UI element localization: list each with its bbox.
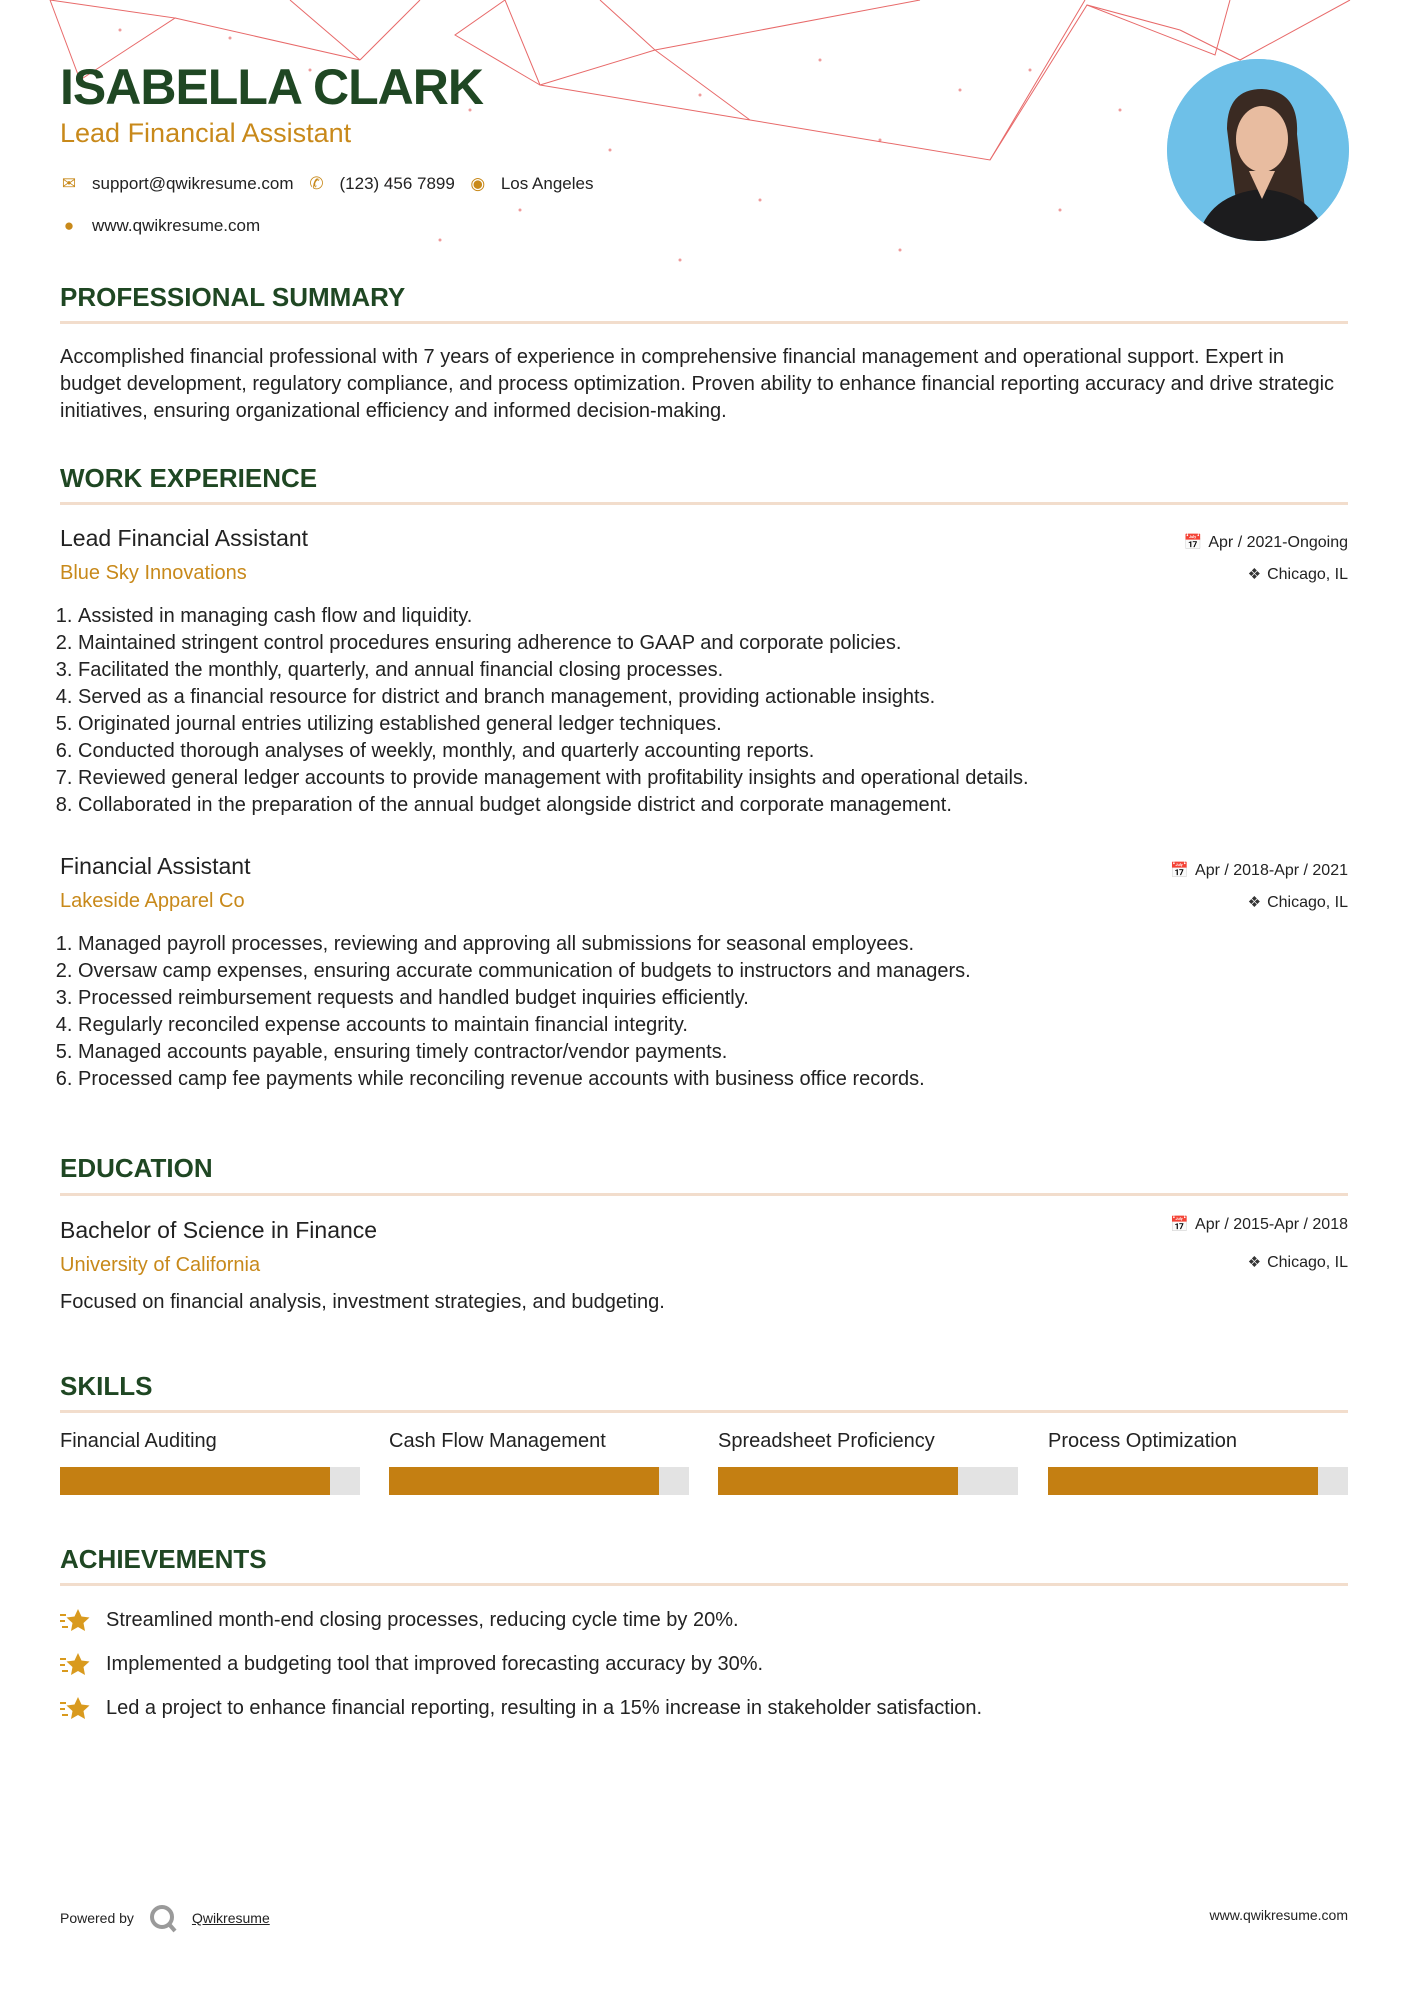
list-item: 8. Collaborated in the preparation of the annual budget alongside district and corporate management. — [78, 792, 1358, 819]
pin-icon: ❖ — [1247, 1254, 1262, 1271]
list-item: 6. Processed camp fee payments while reconciling revenue accounts with business office records. — [78, 1066, 1358, 1093]
qwikresume-link[interactable]: Qwikresume — [191, 1910, 270, 1926]
globe-icon: ● — [63, 216, 75, 235]
skills-divider — [60, 1410, 1348, 1413]
pin-icon: ❖ — [1247, 894, 1262, 911]
pin-icon: ❖ — [1247, 566, 1262, 583]
profile-photo — [1167, 59, 1349, 241]
list-item: 1. Managed payroll processes, reviewing and approving all submissions for seasonal employees. — [78, 931, 1358, 958]
job-2-location — [1248, 893, 1348, 912]
list-item: 3. Facilitated the monthly, quarterly, and annual financial closing processes. — [78, 657, 1358, 684]
star-award-icon — [60, 1606, 92, 1634]
experience-divider — [60, 502, 1348, 505]
achievement-3-text: Led a project to enhance financial reporting, resulting in a 15% increase in stakeholder satisfaction. — [106, 1696, 983, 1719]
website-item[interactable] — [60, 216, 260, 236]
star-award-icon — [60, 1650, 92, 1678]
list-item: 2. Maintained stringent control procedures ensuring adherence to GAAP and corporate policies. — [78, 630, 1358, 657]
list-item: 5. Originated journal entries utilizing established general ledger techniques. — [78, 711, 1358, 738]
achievement-1 — [60, 1606, 739, 1634]
experience-heading: WORK EXPERIENCE — [60, 463, 318, 493]
list-item: 4. Served as a financial resource for district and branch management, providing actionable insights. — [78, 684, 1358, 711]
education-dates-text: Apr / 2015-Apr / 2018 — [1195, 1216, 1348, 1233]
list-item: 3. Processed reimbursement requests and handled budget inquiries efficiently. — [78, 985, 1358, 1012]
skill-4-fill — [1048, 1467, 1318, 1495]
degree-title: Bachelor of Science in Finance — [60, 1217, 378, 1243]
email-text: support@qwikresume.com — [92, 174, 294, 193]
achievement-2-text: Implemented a budgeting tool that improved forecasting accuracy by 30%. — [106, 1652, 764, 1675]
location-item — [469, 174, 594, 194]
job-2-location-text: Chicago, IL — [1267, 894, 1348, 911]
summary-divider — [60, 321, 1348, 324]
job-1-location — [1248, 565, 1348, 584]
job-2-role: Financial Assistant — [60, 853, 251, 879]
job-1-role: Lead Financial Assistant — [60, 525, 309, 551]
skill-1 — [60, 1430, 360, 1495]
achievement-2 — [60, 1650, 763, 1678]
summary-heading: PROFESSIONAL SUMMARY — [60, 282, 406, 312]
powered-by-label: Powered by — [60, 1910, 134, 1926]
job-1-bullets — [0, 603, 1358, 819]
list-item: 2. Oversaw camp expenses, ensuring accurate communication of budgets to instructors and managers. — [78, 958, 1358, 985]
footer-site[interactable]: www.qwikresume.com — [1209, 1907, 1348, 1923]
skill-2-label: Cash Flow Management — [389, 1430, 606, 1452]
skill-3-fill — [718, 1467, 958, 1495]
job-2-dates-text: Apr / 2018-Apr / 2021 — [1195, 862, 1348, 879]
calendar-icon: 📅 — [1183, 534, 1203, 551]
skill-1-fill — [60, 1467, 330, 1495]
education-dates — [1170, 1215, 1348, 1234]
achievements-heading: ACHIEVEMENTS — [60, 1544, 267, 1574]
skill-3-label: Spreadsheet Proficiency — [718, 1430, 935, 1452]
candidate-title: Lead Financial Assistant — [60, 118, 352, 148]
calendar-icon: 📅 — [1170, 1216, 1190, 1233]
job-1-dates-text: Apr / 2021-Ongoing — [1208, 534, 1348, 551]
qwikresume-logo-icon — [148, 1903, 178, 1933]
location-text: Los Angeles — [500, 174, 594, 193]
email-item[interactable] — [60, 174, 294, 194]
skill-3-bar — [718, 1467, 1018, 1495]
skill-2-bar — [389, 1467, 689, 1495]
job-2-company: Lakeside Apparel Co — [60, 890, 245, 912]
skill-1-bar — [60, 1467, 360, 1495]
education-divider — [60, 1193, 1348, 1196]
summary-text: Accomplished financial professional with 7 years of experience in comprehensive financial management and operational support. Expert in budget development, regulatory compliance, and process optimization. Proven ability to enhance financial reporting accuracy and drive strategic initiatives, ensuring organizational efficiency and informed decision-making. — [60, 346, 1335, 422]
phone-item[interactable] — [308, 174, 455, 194]
phone-text: (123) 456 7899 — [339, 174, 455, 193]
education-location-text: Chicago, IL — [1267, 1254, 1348, 1271]
achievements-divider — [60, 1583, 1348, 1586]
contact-row — [60, 174, 593, 194]
avatar-illustration — [1167, 59, 1349, 241]
phone-icon: ✆ — [309, 174, 324, 193]
education-heading: EDUCATION — [60, 1153, 213, 1183]
list-item: 7. Reviewed general ledger accounts to provide management with profitability insights and operational details. — [78, 765, 1358, 792]
skill-4 — [1048, 1430, 1348, 1495]
list-item: 4. Regularly reconciled expense accounts to maintain financial integrity. — [78, 1012, 1358, 1039]
map-pin-icon: ◉ — [470, 174, 486, 193]
website-text: www.qwikresume.com — [92, 216, 261, 235]
education-location — [1248, 1253, 1348, 1272]
achievement-1-text: Streamlined month-end closing processes, reducing cycle time by 20%. — [106, 1608, 739, 1631]
achievement-3 — [60, 1694, 982, 1722]
mail-icon: ✉ — [61, 174, 77, 193]
job-1-location-text: Chicago, IL — [1267, 566, 1348, 583]
job-1-dates — [1184, 533, 1348, 552]
skill-3 — [718, 1430, 1018, 1495]
candidate-name: ISABELLA CLARK — [60, 59, 484, 115]
job-2-bullets — [0, 931, 1358, 1093]
skill-4-label: Process Optimization — [1048, 1430, 1237, 1452]
list-item: 5. Managed accounts payable, ensuring timely contractor/vendor payments. — [78, 1039, 1358, 1066]
skill-2-fill — [389, 1467, 659, 1495]
list-item: 1. Assisted in managing cash flow and liquidity. — [78, 603, 1358, 630]
job-1-company: Blue Sky Innovations — [60, 562, 247, 584]
footer-powered — [60, 1903, 270, 1933]
education-description: Focused on financial analysis, investment strategies, and budgeting. — [60, 1291, 665, 1313]
skill-1-label: Financial Auditing — [60, 1430, 217, 1452]
skills-heading: SKILLS — [60, 1371, 153, 1401]
skill-2 — [389, 1430, 689, 1495]
job-2-dates — [1170, 861, 1348, 880]
star-award-icon — [60, 1694, 92, 1722]
list-item: 6. Conducted thorough analyses of weekly, monthly, and quarterly accounting reports. — [78, 738, 1358, 765]
calendar-icon: 📅 — [1170, 862, 1190, 879]
school-name: University of California — [60, 1254, 261, 1276]
skill-4-bar — [1048, 1467, 1348, 1495]
